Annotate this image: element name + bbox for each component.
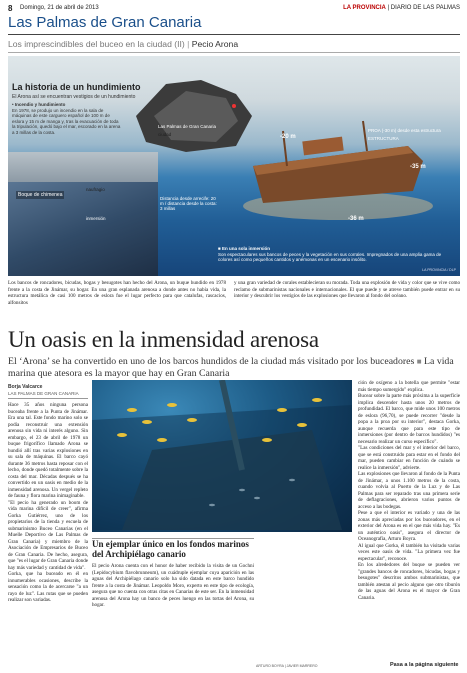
- masthead-brand: LA PROVINCIA: [343, 5, 386, 11]
- depth-marker-20: -20 m: [280, 134, 296, 140]
- body-column-1: Hace 35 años ninguna persona buceaba frente a la Punta de Jinámar. Era una tal. Este fondo marino solo se podía reconstruir una extensión arenosa sin vida ni interés alguno. Sin embargo, el 23 de abril de 1978 un buque frigorífico llamado Arona se hundió allí tras varias explosiones en su sala de máquinas. El barco cayó durante 36 metros hasta reposar con el lecho, donde quedó totalmente sobre la costa del mar. Décadas después se ha convertido en un oasis en medio de la inmensidad arenosa. Un vergel repleto de fauna y flora marina inimaginable. "El pecio ha generado un boom de vida marina difícil de creer", afirma Gorka Gutiérrez, uno de los propietarios de la tienda y escuela de submarinismo Buceo Canarias (en el Muelle Deportivo de Las Palmas de Gran Canaria) y miembro de la Asociación de Empresarios de Buceo de Gran Canaria. De hecho, asegura, que "es el lugar de Gran Canaria donde hay más variedad y cantidad de vida". Gorka, que ha buceado en él en innumerables ocasiones, describe la sensación como la de acercarse "a un rayo de luz". Las rutas que se pueden realizar son variadas.: [8, 402, 88, 603]
- shipwreck-infographic: [8, 56, 460, 276]
- byline-rule: [8, 398, 88, 399]
- continue-link[interactable]: Pasa a la página siguiente: [390, 662, 459, 668]
- depth-marker-35: -35 m: [410, 164, 426, 170]
- author-location: LAS PALMAS DE GRAN CANARIA: [8, 391, 79, 396]
- author-byline: Borja Valcarce: [8, 384, 43, 390]
- series-rule: [8, 52, 460, 53]
- underwater-wreck-photo: [92, 380, 352, 532]
- masthead-subtitle: | DIARIO DE LAS PALMAS: [387, 5, 460, 11]
- wreck-photo-scene: [92, 380, 352, 532]
- article-headline: Un oasis en la inmensidad arenosa: [8, 327, 319, 352]
- footnote-text: Son espectaculares sus bancos de peces y la vegetación en sus corrales. Impregnados de una amplia gama de colores así como pequeños cantidos y anémonas en un escenario insólito.: [218, 251, 442, 262]
- city-label: ciudad: [158, 132, 172, 137]
- distance-label: Distancia desde arrecife: 20 m / distancia desde la costa: 3 millas: [160, 196, 217, 211]
- page-header: [8, 4, 460, 14]
- page-number: 8: [8, 4, 13, 13]
- ship-mast: [363, 121, 367, 151]
- map-label: Las Palmas de Gran Canaria: [158, 124, 217, 129]
- structure-label: ESTRUCTURA: [368, 136, 399, 141]
- infographic-bullet: [12, 102, 122, 135]
- sidebar-box: [92, 538, 254, 669]
- sidebar-body: El pecio Arona cuenta con el honor de haber recibido la visita de un Gochni (Lepidocybium flavobrunneum), un cuádruple ejemplar cuya aparición en las aguas del Archipiélago canario solo ha sido datada en este barco hundido frente a la costa de Jinámar. Leopoldo Moro, experto en este tipo de ecología, asegura que no cuenta con otras citas en Canarias de este ser. En la inmensidad arenosa del Arona hay un banco de peces luengo en las tortas del Arona, su hogar.: [92, 563, 254, 608]
- proa-label: PROA (-30 m) desde esta estructura: [368, 128, 441, 133]
- series-name: Los imprescindibles del buceo en la ciudad (II): [8, 39, 185, 49]
- deck-part-1: El ‘Arona’ se ha convertido en uno de los barcos hundidos de la ciudad más visitado por los buceadores: [8, 356, 415, 367]
- section-title: Las Palmas de Gran Canaria: [8, 14, 202, 31]
- coast-photo-shore: [8, 152, 158, 182]
- footnote-heading: ■ En una sola inmersión: [218, 246, 270, 251]
- ship-superstructure: [302, 137, 343, 156]
- wreck-location-marker: [232, 104, 236, 108]
- deck-separator: ■: [416, 357, 422, 366]
- series-separator: |: [187, 39, 190, 49]
- series-place: Pecio Arona: [191, 39, 239, 49]
- issue-date: Domingo, 21 de abril de 2013: [20, 5, 99, 11]
- photo-credit: ARTURO BOYRA | JAVIER MARRERO: [256, 664, 318, 668]
- deck-part-2: La vida marina que atesora es la mayor que hay en Gran Canaria: [8, 356, 454, 379]
- lead-column-1: Los bancos de roncadores, bicudas, bogas y besugotes han hecho del Arona, un buque hundido en 1978 frente a la costa de Jinámar, su hogar. En una gran esplanada arenosa a donde antes no había vida, la estructura metálica de casi 100 metros de eslora fue el lugar perfecto para que catalufas, rascacios, alfonsitos: [8, 280, 226, 306]
- section-rule: [8, 34, 460, 35]
- bullet-text: En 1978, se produjo un incendio en la sala de máquinas de este carguero español de 100 m de eslora y 15 m de manga y, tras la evacuación de toda la tripulación, quedó bajo el mar, escorado en la arena a 3 millas de la costa.: [12, 107, 121, 135]
- sidebar-heading: Un ejemplar único en los fondos marinos del Archipiélago canario: [92, 539, 249, 559]
- infographic-title: La historia de un hundimiento: [12, 82, 141, 92]
- dive-label: inmersión: [86, 216, 106, 221]
- infographic-credit: LA PROVINCIA / DLP: [422, 268, 456, 272]
- article-deck: [8, 356, 460, 379]
- infographic-footnote: [218, 246, 448, 263]
- bullet-heading: • Incendio y hundimiento: [12, 102, 66, 107]
- series-title: [8, 39, 238, 49]
- lead-column-2: y una gran variedad de corales establecieran su morada. Toda una explosión de vida y color que se vive como reclamo de submarinistas nacionales e internacionales. El que puede y se atreve también puede entrar en su interior y descubrir los vestigios de las explosiones que llevaron al fondo del océano.: [234, 280, 460, 299]
- coast-photo-label: Boque de chimenea: [18, 192, 63, 198]
- wreck-label: naufragio: [86, 187, 105, 192]
- infographic-subtitle: El Arona así se encuentran vestigios de un hundimiento: [12, 94, 136, 100]
- body-column-3: ción de oxígeno a la botella que permite "estar más tiempo sumergido" explica. Bucear sobre la parte más próxima a la superficie implica descender hasta unos 20 metros de profundidad. El barco, que mide unos 100 metros de eslora (96,70), se puede recorrer "desde la popa a la proa por su interior", destaca Gorka, aunque recuerda que para este tipo de inmersiones (por dentro de barcos hundidos) "es necesario realizar un curso específico". "Las condiciones del mar y el interior del barco, que se está construido para estar en el fondo del mar, pueden cambiar en función de cuándo se realice la inmersión", advierte. Las explosiones que llevaron al fondo de la Punta de Jinámar, a unos 1.100 metros de la costa, cuando volvía al Puerto de la Luz y de Las Palmas para ser reparado tras una primera serie de deflagraciones, abrieron varios puntos de acceso a las bodegas. Pese a que el interior es variado y una de las zonas más apreciadas por los buceadores, en el exterior del Arona es en el que más vida hay. "Es un auténtico oasis", asegura el director de Oceanografía, Arturo Boyra. Al igual que Gorka, él también ha visitado varias veces este oasis de vida. "La primera vez fue espectacular", reconoce. En los alrededores del buque se pueden ver "grandes bancos de roncadores, bicudas, bogas y besugotes" descritos ambos submarinistas, que también atestan al pecio alguno que otro tiburón de las aguas del Arona es el mayor de Gran Canaria.: [358, 380, 460, 601]
- masthead: [343, 5, 460, 11]
- island-map: [126, 76, 256, 154]
- depth-marker-36: -36 m: [348, 216, 364, 222]
